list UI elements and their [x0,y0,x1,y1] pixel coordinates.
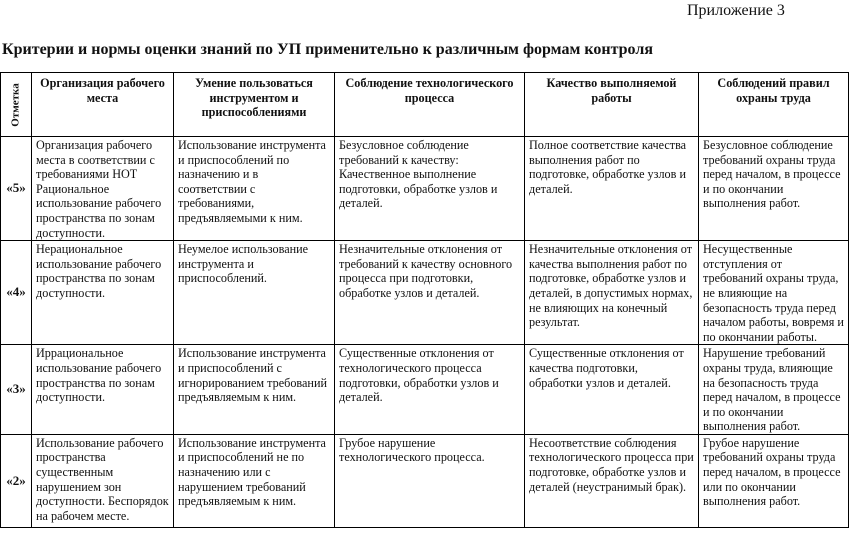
grade-cell: «4» [1,241,32,345]
workplace-cell: Организация рабочего места в соответствии с требованиями НОТ Рациональное использование рабочего пространства по зонам доступности. [32,137,174,241]
header-row [1,73,849,137]
header-process: Соблюдение технологического процесса [335,73,525,137]
header-grade-label: Отметка [9,82,22,127]
criteria-table [0,72,849,528]
tools-cell: Использование инструмента и приспособлений не по назначению или с нарушением требований предъявляемым к ним. [174,434,335,527]
quality-cell: Полное соответствие качества выполнения работ по подготовке, обработке узлов и деталей. [525,137,699,241]
header-grade [1,73,32,137]
tools-cell: Использование инструмента и приспособлений с игнорированием требований предъявляемым к ним. [174,345,335,435]
grade-cell: «5» [1,137,32,241]
workplace-cell: Нерациональное использование рабочего пространства по зонам доступности. [32,241,174,345]
page-title: Критерии и нормы оценки знаний по УП применительно к различным формам контроля [2,41,653,58]
process-cell: Незначительные отклонения от требований к качеству основного процесса при подготовки, обработке узлов и деталей. [335,241,525,345]
table-row-grade-2 [1,434,849,527]
safety-cell: Несущественные отступления от требований охраны труда, не влияющие на безопасность труда перед началом работы, вовремя и по окончании работы. [699,241,849,345]
quality-cell: Незначительные отклонения от качества выполнения работ по подготовке, обработке узлов и деталей, в допустимых нормах, не влияющих на конечный результат. [525,241,699,345]
workplace-cell: Иррациональное использование рабочего пространства по зонам доступности. [32,345,174,435]
grade-cell: «2» [1,434,32,527]
safety-cell: Безусловное соблюдение требований охраны труда перед началом, в процессе и по окончании выполнения работ. [699,137,849,241]
process-cell: Грубое нарушение технологического процесса. [335,434,525,527]
header-tools: Умение пользоваться инструментом и приспособлениями [174,73,335,137]
header-safety: Соблюдений правил охраны труда [699,73,849,137]
grade-cell: «3» [1,345,32,435]
quality-cell: Существенные отклонения от качества подготовки, обработки узлов и деталей. [525,345,699,435]
tools-cell: Использование инструмента и приспособлений по назначению и в соответствии с требованиями, предъявляемыми к ним. [174,137,335,241]
table-row-grade-4 [1,241,849,345]
header-workplace: Организация рабочего места [32,73,174,137]
workplace-cell: Использование рабочего пространства существенным нарушением зон доступности. Беспорядок на рабочем месте. [32,434,174,527]
appendix-label: Приложение 3 [687,2,785,19]
process-cell: Безусловное соблюдение требований к качеству: Качественное выполнение подготовки, обработке узлов и деталей. [335,137,525,241]
process-cell: Существенные отклонения от технологического процесса подготовки, обработки узлов и деталей. [335,345,525,435]
safety-cell: Грубое нарушение требований охраны труда перед началом, в процессе или по окончании выполнения работ. [699,434,849,527]
tools-cell: Неумелое использование инструмента и приспособлений. [174,241,335,345]
quality-cell: Несоответствие соблюдения технологического процесса при подготовке, обработке узлов и деталей (неустранимый брак). [525,434,699,527]
safety-cell: Нарушение требований охраны труда, влияющие на безопасность труда перед началом, в процессе и по окончании выполнения работ. [699,345,849,435]
table-row-grade-3 [1,345,849,435]
header-quality: Качество выполняемой работы [525,73,699,137]
table-row-grade-5 [1,137,849,241]
